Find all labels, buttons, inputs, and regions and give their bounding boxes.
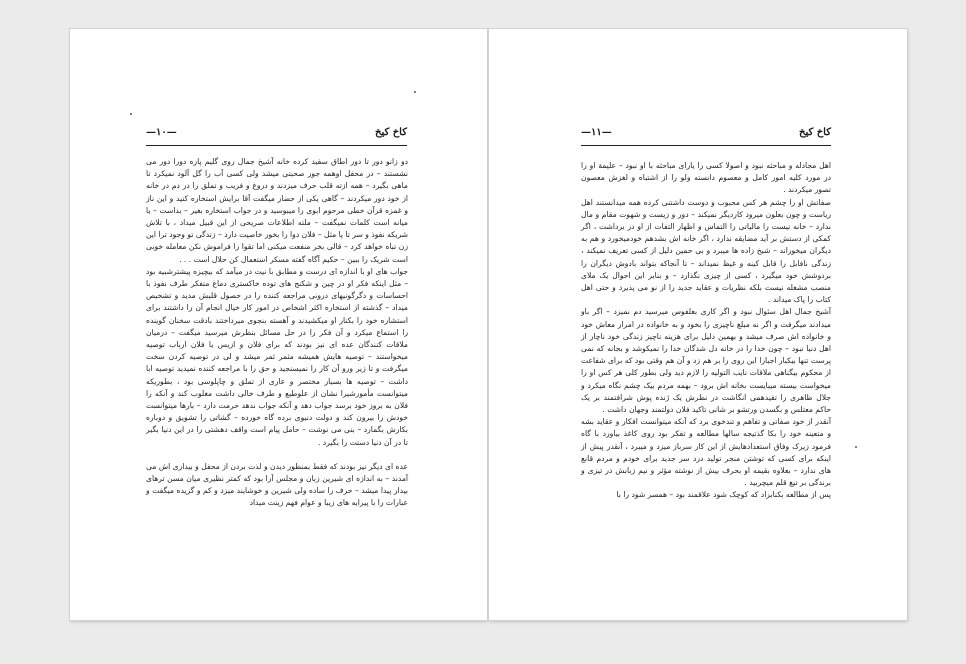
scan-speck <box>130 113 132 115</box>
paragraph: اهل مجادله و مباحثه نبود و اصولا کسی را یارای مباحثه با او نبود – علیمة او را در مورد کلیه امور کامل و معصوم دانسته ولو را از اشتباه و لغزش معصون تصور میکردند . <box>581 161 831 195</box>
scan-speck <box>855 446 857 448</box>
paragraph: پس از مطالعه بکنابزاد که کوچک شود علاقمند بود – همسر شود را با <box>616 490 831 500</box>
paragraph: عده ای دیگر نیز بودند که فقط بمنظور دیدن و لذت بردن از محفل و بیداری اش می آمدند – به اندازه ای شیرین زبان و مجلس آرا بود که کمتر نظیری میان مسن ترهای بیدار پیدا میشد – حرف را ساده ولی شیرین و خوشایند میزد و کم و گزیده میگفت و عبارات را با پیرایه های زیبا و عوام فهم زینت میداد <box>146 461 408 508</box>
header-rule <box>581 145 831 146</box>
paragraph: آشیخ جمال اهل سئوال نبود و اگر کاری بعلفوس میرسید دم نمیزد – اگر باو میدادند میگرفت و اگر نه مبلغ ناچیزی را بخود و به خانواده در امرار معاش خود و خانواده اش صرف میشد و بهمین دلیل برای هزینه ناچیز زندگی خود ناچار از اهل دنیا نبود – چون خدا را در خانه دل شدگان خدا را نمیکوشد و بجانه که نمی پرست تنها بیکبار اجبارا این روی را بر هم زد و آن هم وقتی بود که برای شفاعت از محکوم بیگناهی ملاقات نایب التولیه را لازم دید ولی بطور کلی هر کس او را میخواست بیسته میبایست بخانه اش برود – بهمه مردم بیک چشم نگاه میکرد و جلال ظاهری را تفیدهمی انگاشت در نظرش یک ژنده پوش شرافتمند بر یک حاکم معتلس و بگسدن ورتشو بر شانی تاکید فلان دولتمند وجهان داشت . <box>581 307 831 415</box>
page-body-text <box>146 156 408 510</box>
paragraph: آنقدر از خود صفاتی و تفاهم و تندخوی برد که آنکه میتوانست افکار و عقاید بشه و متعینه خود را بکا گذتیجه سالها مطالعه و تفکر بود روی کاغذ بیاورد با گاه فرمود زیرک وفاق استعدادهایش از این کار سرباز میزد و میبرد ، آنقدر پیش از اینکه برای کسی که توشتن منجر تولید درد سر جدید برای خودم و مردم قانع های ندارد – بعلاوه بقیمه او بحرف بیش از نوشته مؤثر و نیم زبانش در تیزی و برندگی بر تیغ قلم میچربید . <box>581 417 831 488</box>
page-number: —۱۱— <box>581 127 612 138</box>
page-header <box>581 127 831 143</box>
page-number: —۱۰— <box>146 127 177 138</box>
paragraph: صفاتش او را چشم هر کس محبوب و دوست داشتنی کرده همه میدانستند اهل ریاست و چون بعلون میرود کاردیگر نمیکند – دور و زیست و شهوت مقام و مال ندارد – خانه نیست را مالیاتی را التماس و اظهار التفات از او در برداشت ، اگر کمکی از دستش بر آید مضایقه ندارد ، اگر خانه اش بشدهم خودمیخورد و هم به دیگران میخوراند – شیخ زاده ها میبرد و بی حمین دلیل از کسی تعریف نمیکند ، زندگی نافابل را قابل کینه و غیظ نمیداند – تا آنجاکه بتواند بادوش دیگران را بردوشش خود میگیرد ، کسی از چیزی نگذارد – و بنابر این احوال یک ملای منصب مشغله نیست بلکه نظریات و عقاید جدید را از نو می پذیرد و حتی اهل کتاب را پاک میداند . <box>581 197 831 305</box>
running-title: کاخ کیخ <box>799 127 831 138</box>
book-page-right <box>489 29 907 620</box>
page-header <box>146 127 407 143</box>
paragraph: جواب های او با اندازه ای درست و مطابق با نیت در میآمد که بیچیزه پیشترشبیه بود – مثل اینکه فکر او در چین و شکنج های توده خاکستری دماغ متفکر طرف نفوذ با احساسات و دگرگونیهای درونی مراجعه کننده را در حصول قلبش مدید و تشخیص میداد – گذشته از استخاره اکثر اشخاص در امور کار خیال انجام آن را داشتند برای استشاره خود را بکنار او میکشیدند و آهسته بنجوی میرداختند بادقت سخنان گوینده را استماع میکرد و آن فکر را در حل مسائل بنظرش میرسید میگفت – درمیان ملاقات کنندگان عده ای نیز بودند که برای فلان و ازیس یا فلان ارباب توصیه میخواستند – توصیه هایش همیشه مثمر ثمر میشد و لی در توصیه کردن سخت میگرفت و تا زیر ورو آن کار را نمیسنجید و حق را با مراجعه کننده نمیدید توصیه ابا داشت – توصیه ها بسیار مختصر و عاری از تملق و چاپلوسی بود ، بطوریکه میتوانست مأمورشیرا نشان از علوطبع و طرف خالی داشت مغلوب کند و آنکه را فلان به بروز خود برسد جواب دهد و آنکه جواب ندهد حرمت دارد – بارها میتوانست خودش را بیرون کند و دولت دنیوی برده گاه خورده – گشاتی را تشویق و دوباره بکارش بگمارد – بنی می نوشت – حامل پیام است واقف دهشتی را در این دنیا بگیر تا در آن دنیا دستت را بگیرد . <box>146 266 408 447</box>
paragraph: دو زانو دور تا دور اطاق سفید کرده خانه آشیخ جمال روی گلیم پاره دورا دور می نشستند – در محفل اوهمه جور صحبتی میشد ولی کسی آب را گل آلود نمیکرد تا ماهی بگیرد – همه ازته قلب حرف میزدند و دروغ و فریب و تملق را در دم در خانه از خود دور میکردند – گاهی یکی از حضار میگفت آقا برایش استخاره کنید و این ناز و غمزه قرآن خطی مرحوم ابوی را میبوسید و در جواب استخاره بغیر – بداست – یا میانه است کلمات نمیگفت – ملته اطلاعات صریحی از این قبیل میداد ، با تلاش شریکه نفوذ و سر تا پا مثل – فلان دوا را بخور خاصیت دارد – زندگی تو وجود ترا این زن تباه خواهد کرد – قالی بخر منفعت میکنی اما تقوا را فراموش نکن معامله خوبی است شریک را ببین – حکیم آگاه گفته مسکر استعمال کن حلال است . . . <box>146 157 408 264</box>
page-body-text <box>581 160 831 502</box>
book-page-left <box>70 29 487 620</box>
header-rule <box>146 145 407 146</box>
running-title: کاخ کیخ <box>375 127 407 138</box>
scan-speck <box>414 91 416 93</box>
